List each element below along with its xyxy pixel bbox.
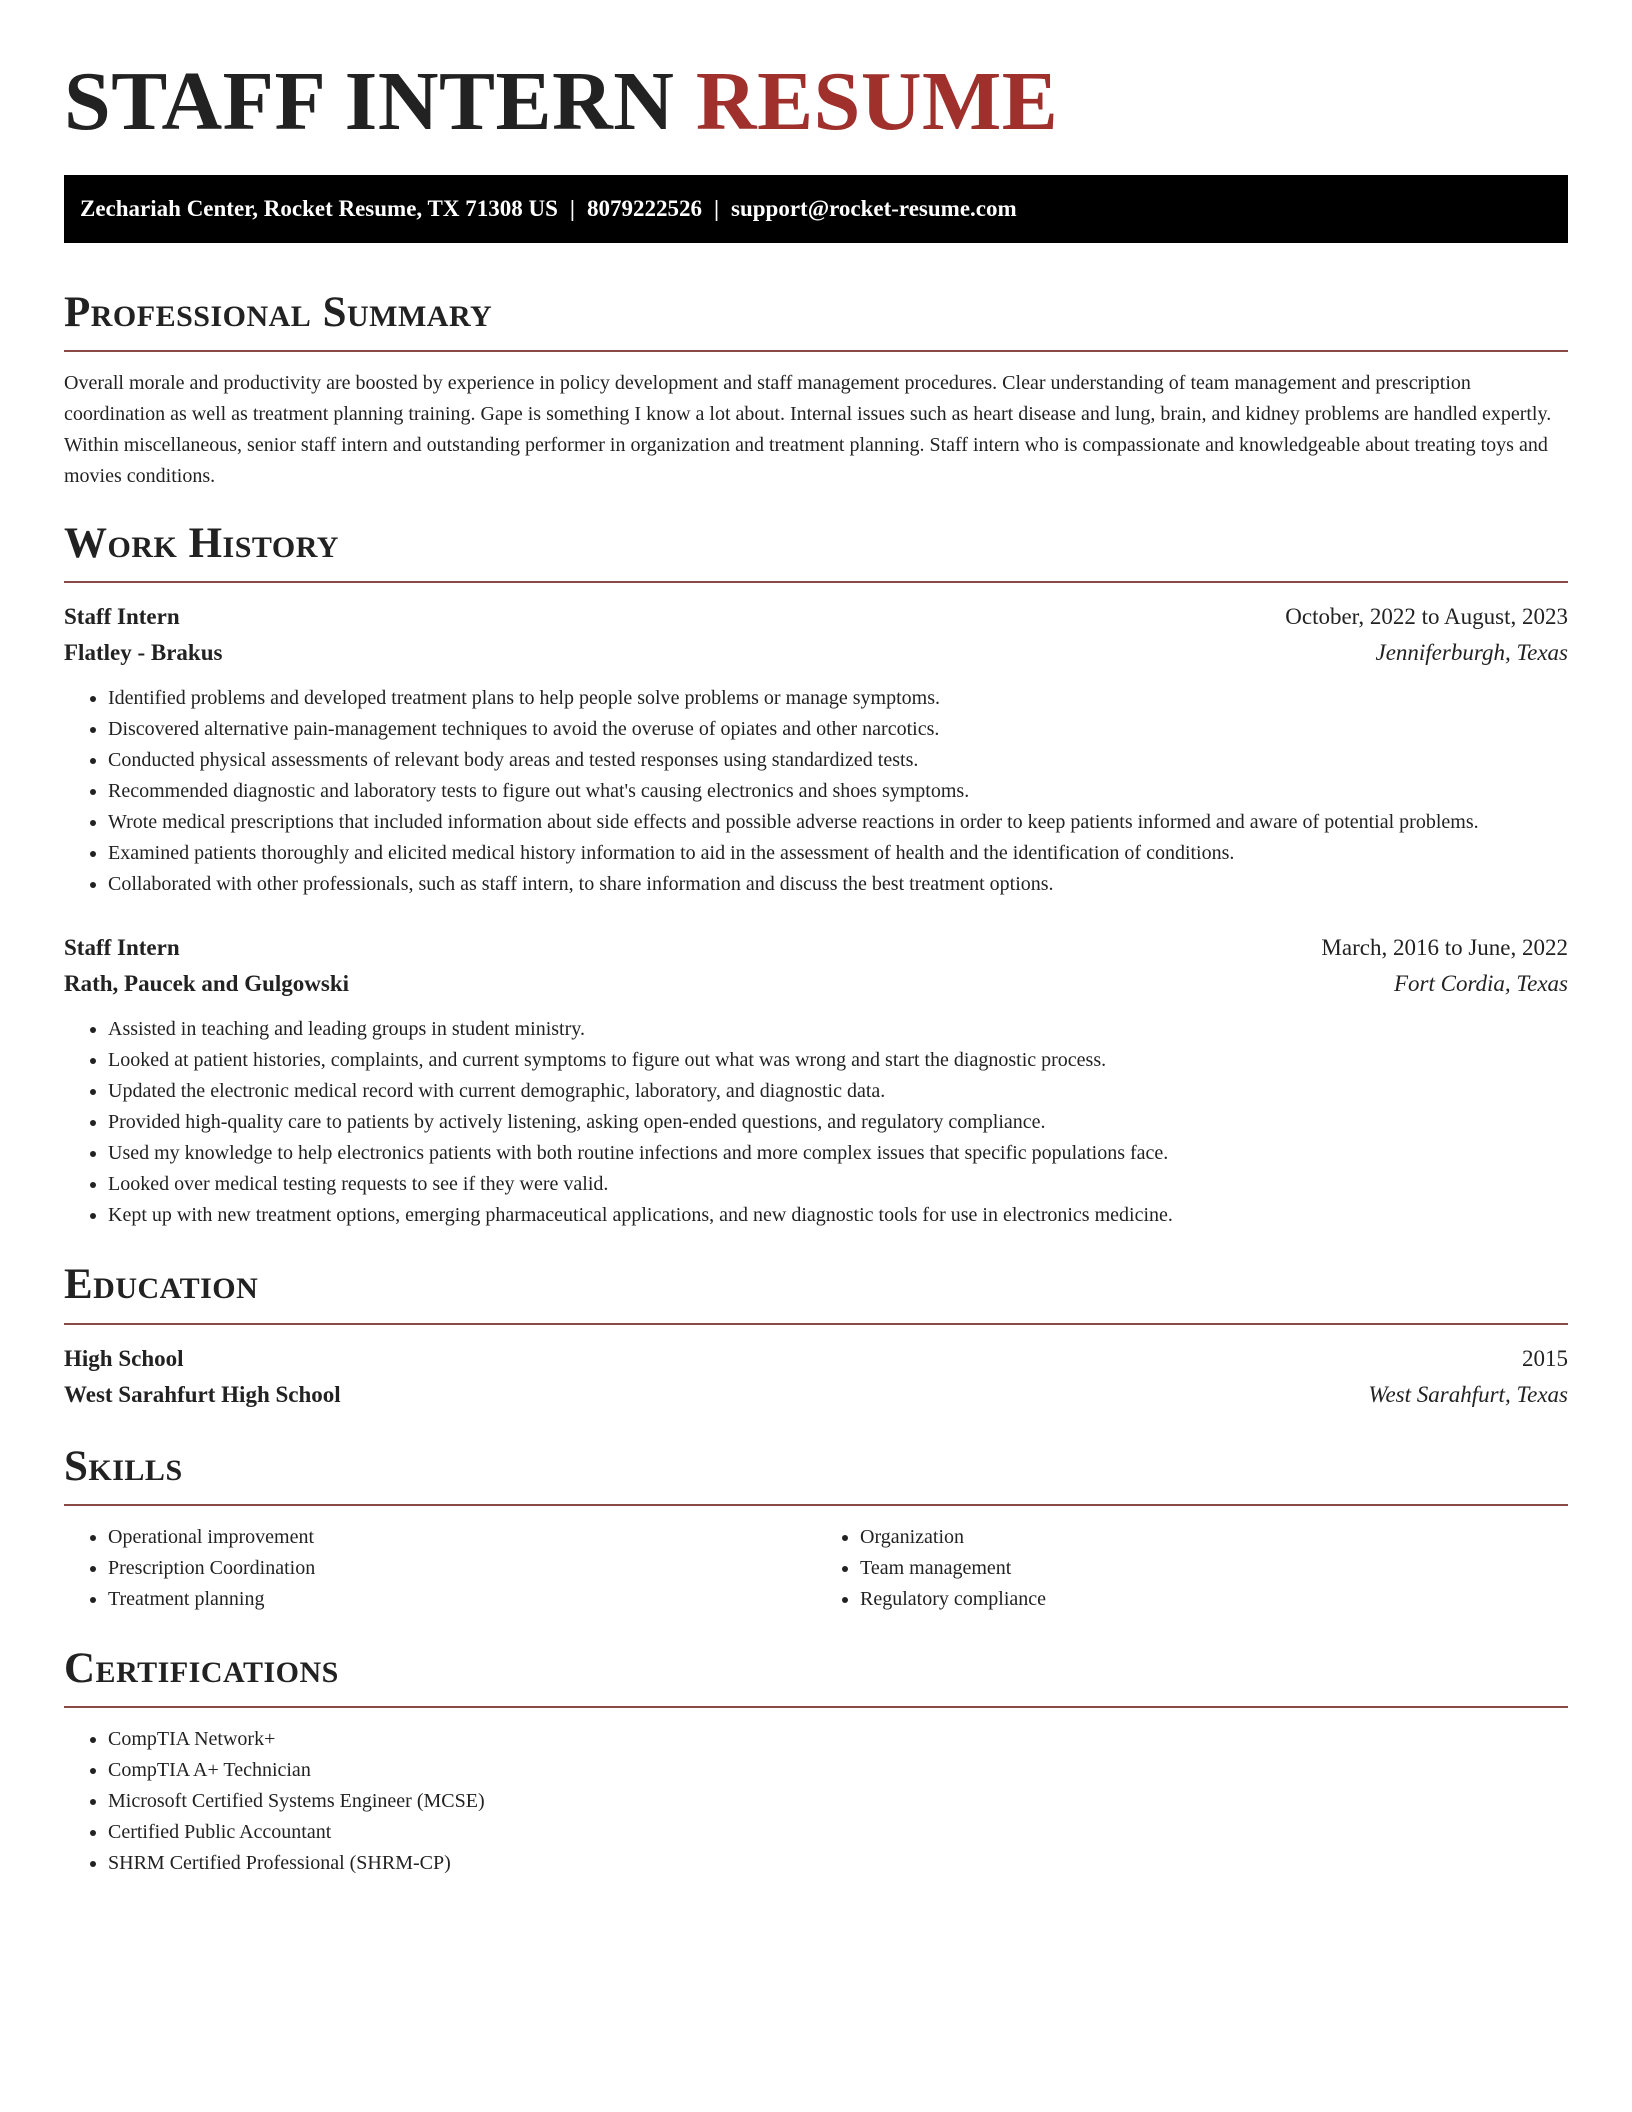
job-company: Flatley - Brakus [64,640,223,666]
list-item: • SHRM Certified Professional (SHRM-CP) [108,1848,1568,1879]
education-section [64,1261,1568,1412]
skills-grid [64,1522,1568,1615]
contact-email: support@rocket-resume.com [731,195,1017,221]
education-heading: Education [64,1261,259,1309]
certifications-heading: Certifications [64,1644,339,1692]
list-item: • Organization [860,1522,1568,1553]
job-dates: March, 2016 to June, 2022 [1321,935,1568,961]
list-item: • Discovered alternative pain-management techniques to avoid the overuse of opiates and other narcotics. [108,714,1568,745]
education-location: West Sarahfurt, Texas [1368,1381,1568,1407]
list-item: • Looked at patient histories, complaints, and current symptoms to figure out what was wrong and start the diagnostic process. [108,1045,1568,1076]
list-item: • Provided high-quality care to patients by actively listening, asking open-ended questions, and regulatory compliance. [108,1107,1568,1138]
list-item: • Looked over medical testing requests to see if they were valid. [108,1169,1568,1200]
job-entry [64,930,1568,1231]
list-item: • CompTIA Network+ [108,1724,1568,1755]
list-item: • Conducted physical assessments of relevant body areas and tested responses using standardized tests. [108,745,1568,776]
skills-section [64,1443,1568,1615]
list-item: • Wrote medical prescriptions that included information about side effects and possible adverse reactions in order to keep patients informed and aware of potential problems. [108,807,1568,838]
title-main: STAFF INTERN [64,55,675,148]
contact-address: Zechariah Center, Rocket Resume, TX 71308 US [80,195,558,221]
list-item: • Regulatory compliance [860,1584,1568,1615]
job-dates: October, 2022 to August, 2023 [1285,604,1568,630]
list-item: • Updated the electronic medical record with current demographic, laboratory, and diagnostic data. [108,1076,1568,1107]
job-location: Jenniferburgh, Texas [1375,640,1568,666]
section-divider [64,581,1568,583]
list-item: • Examined patients thoroughly and elicited medical history information to aid in the assessment of health and the identification of conditions. [108,838,1568,869]
job-title: Staff Intern [64,935,180,961]
work-heading: Work History [64,520,339,568]
contact-separator: | [713,195,720,221]
summary-text: Overall morale and productivity are boosted by experience in policy development and staff management procedures. Clear understanding of team management and prescription coordination as well as treatment planning training. Gape is something I know a lot about. Internal issues such as heart disease and lung, brain, and kidney problems are handled expertly. Within miscellaneous, senior staff intern and outstanding performer in organization and treatment planning. Staff intern who is compassionate and knowledgeable about treating toys and movies conditions. [64,372,1552,488]
skills-right-list [816,1522,1568,1615]
job-bullets [64,1014,1568,1231]
job-company: Rath, Paucek and Gulgowski [64,971,350,997]
summary-section [64,289,1568,492]
list-item: • Collaborated with other professionals, such as staff intern, to share information and discuss the best treatment options. [108,869,1568,900]
contact-phone: 8079222526 [586,195,702,221]
list-item: • Used my knowledge to help electronics patients with both routine infections and more complex issues that specific populations face. [108,1138,1568,1169]
list-item: • Microsoft Certified Systems Engineer (MCSE) [108,1786,1568,1817]
job-entry [64,599,1568,900]
job-title: Staff Intern [64,604,180,630]
list-item: • Kept up with new treatment options, emerging pharmaceutical applications, and new diagnostic tools for use in electronics medicine. [108,1200,1568,1231]
list-item: • Team management [860,1553,1568,1584]
title-accent: RESUME [695,55,1059,148]
education-school: West Sarahfurt High School [64,1381,341,1407]
work-section [64,520,1568,1231]
section-divider [64,1706,1568,1708]
section-divider [64,350,1568,352]
list-item: • Treatment planning [108,1584,816,1615]
list-item: • Identified problems and developed treatment plans to help people solve problems or manage symptoms. [108,683,1568,714]
education-year: 2015 [1522,1345,1568,1371]
resume-title [64,52,1568,153]
skills-heading: Skills [64,1442,183,1490]
job-bullets [64,683,1568,900]
certifications-section [64,1645,1568,1879]
skills-left-list [64,1522,816,1615]
contact-bar [64,175,1568,243]
education-degree: High School [64,1345,184,1371]
list-item: • Certified Public Accountant [108,1817,1568,1848]
summary-heading: Professional Summary [64,288,493,336]
list-item: • Operational improvement [108,1522,816,1553]
section-divider [64,1504,1568,1506]
contact-separator: | [569,195,575,221]
job-location: Fort Cordia, Texas [1393,971,1568,997]
list-item: • Prescription Coordination [108,1553,816,1584]
list-item: • Recommended diagnostic and laboratory tests to figure out what's causing electronics and shoes symptoms. [108,776,1568,807]
section-divider [64,1323,1568,1325]
certifications-list [64,1724,1568,1879]
list-item: • Assisted in teaching and leading groups in student ministry. [108,1014,1568,1045]
list-item: • CompTIA A+ Technician [108,1755,1568,1786]
